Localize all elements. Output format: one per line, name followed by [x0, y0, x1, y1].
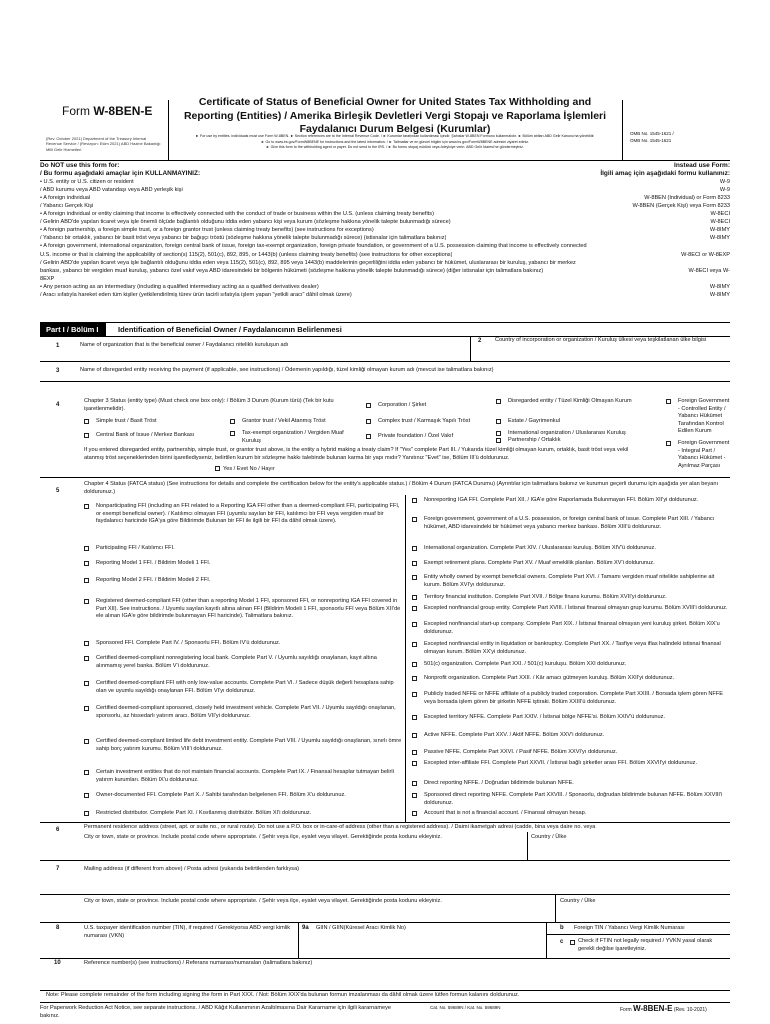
ch3-option-checkbox[interactable] — [366, 403, 371, 408]
ch4-option-checkbox[interactable] — [412, 561, 417, 566]
line-10-number: 10 — [54, 960, 61, 966]
form-title: Certificate of Status of Beneficial Owner for United States Tax Withholding and Reporting (Entities) / Amerika Birleşik Devletleri Vergi Stopajı ve Raporlama İşlemleri Faydalanıcı Durum Belgesi (Kurumlar) — [183, 96, 607, 136]
ch4-option-checkbox[interactable] — [412, 793, 417, 798]
ch4-option-label: 501(c) organization. Complete Part XXI. / 501(c) kuruluşu. Bölüm XXI doldurunuz. — [424, 661, 627, 667]
ch4-option-label: Sponsored direct reporting NFFE. Complete Part XXVIII. / Sponsorlu, doğrudan bildirimde bulunan NFFE. Bölüm XXVIII'i doldurunuz. — [424, 792, 723, 806]
form-instructions: ► For use by entities. Individuals must use Form W-8BEN. ► Section references are to the Internal Revenue Code. / ► Kurumlar tarafından kullanılması içindir. Şahıslar W-8BEN Formunu kullanmalıdır. ► Bölüm atıfları ABD Gelir Kanunu'na yöneliktir. ► Go to www.irs.gov/FormW8BENE for instructions and the latest information. / ► Talimatlar ve en güncel bilgiler için www.irs.gov/FormW8BENE adresini ziyaret ediniz. ► Give this form to the withholding agent or payer. Do not send to the IRS. / ► Bu formu stopaj müdürü veya ödeyiciye verin. ABD Gelir İdaresi'ne göndermeyiniz. — [195, 134, 595, 150]
do-not-use-title-tr: / Bu formu aşağıdaki amaçlar için KULLANMAYINIZ: — [40, 169, 201, 177]
ch4-option-label: Reporting Model 1 FFI. / Bildirim Modeli 1 FFI. — [96, 560, 211, 566]
hybrid-question: If you entered disregarded entity, partnership, simple trust, or grantor trust above, is the entity a hybrid making a treaty claim? If "Yes" complete Part III. / Yukarıda tüzel kimliği olmayan kurum, ortaklık, basit tröst veya vekil atanmış tröst seçeneklerinden birini işaretlediyseniz, belirtilen kurum bir sözleşme hakkı talebinde bulunan karma bir yapı mıdır? Yanıtınız "Evet" ise, Bölüm III'ü doldurunuz. — [84, 447, 629, 461]
line-7-number: 7 — [56, 866, 60, 872]
ch3-option[interactable] — [80, 418, 230, 426]
ch4-option-checkbox[interactable] — [84, 561, 89, 566]
ch4-option[interactable] — [80, 503, 402, 526]
part-1-header — [40, 322, 730, 337]
ch4-option-checkbox[interactable] — [412, 575, 417, 580]
ch3-option-label: Complex trust / Karmaşık Yapılı Tröst — [378, 418, 471, 424]
do-not-use-row — [40, 226, 730, 234]
do-not-use-row-text: 8EXP — [40, 275, 55, 282]
line-9a-number: 9a — [302, 925, 309, 931]
ch4-option-checkbox[interactable] — [84, 546, 89, 551]
ch4-option[interactable] — [80, 810, 402, 818]
ch3-option-checkbox[interactable] — [496, 438, 501, 443]
chapter4-heading: Chapter 4 Status (FATCA status) (See instructions for details and complete the certification below for the entity's applicable status.) / Bölüm 4 Durum (FATCA Durumu) (Ayrıntılar için talimatlara bakınız ve kurumun geçerli durumu için aşağıda yer alan beyanı doldurunuz.) — [84, 481, 719, 495]
ch4-option-checkbox[interactable] — [84, 681, 89, 686]
catalog-number: Cat. No. 59689N / Kat. No. 59689N — [430, 1005, 501, 1010]
instead-use-heading: Instead use Form: İlgili amaç için aşağıdaki formu kullanınız: — [600, 162, 730, 178]
ch3-option[interactable] — [492, 437, 662, 445]
ch3-option[interactable] — [226, 430, 361, 445]
ch4-option-label: Nonparticipating FFI (including an FFI related to a Reporting IGA FFI other than a deemed-compliant FFI, participating FFI, or exempt beneficial owner). / Katılımcı olmayan FFI (uyumlu sayılan bir FFI, katılımcı bir FFI veya vergiden muaf bir faydalanıcı haricinde IGA'ya göre Bildirimde Bulunan bir FFI ile ilgili bir FFI da dâhil olmak üzere). — [96, 503, 400, 525]
do-not-use-row-text: / Aracı sıfatıyla hareket eden tüm kişiler (yetkilendirilmiş türev ürün tacirli sıfatıyla işlem yapan "yetkili aracı" dâhil olmak üzere) — [40, 292, 352, 299]
do-not-use-row — [40, 283, 730, 291]
do-not-use-row-text: bankası, yabancı bir vergiden muaf kuruluş, yabancı özel vakıf veya ABD idaresindeki bir bölgenin hükümeti (sözleşme hakkına yönelik talepte bulunmadığı sürece) (diğer istisnalar için talimatlara bakınız) — [40, 267, 544, 274]
form-name: Form W-8BEN-E — [62, 104, 153, 118]
do-not-use-row-form — [726, 259, 730, 267]
ch4-option-label: Entity wholly owned by exempt beneficial owners. Complete Part XVI. / Tamamı vergiden muaf nitelikte sahiplerine ait kurum. Bölüm XVI'yı doldurunuz. — [424, 574, 715, 588]
ch4-option-checkbox[interactable] — [84, 739, 89, 744]
ch4-option-label: Excepted nonfinancial start-up company. Complete Part XIX. / İstisnai finansal olmayan yeni kuruluş şirket. Bölüm XIX'u doldurunuz. — [424, 621, 720, 635]
line-5-number: 5 — [56, 488, 60, 494]
ch4-option-checkbox[interactable] — [84, 599, 89, 604]
footer-note: Note: Please complete remainder of the form including signing the form in Part XXX. / Not: Bölüm XXX'da bulunan formun imzalanması da dâhil olmak üzere lütfen formun kalanını doldurunuz. — [46, 992, 520, 998]
ch4-option-label: Direct reporting NFFE. / Doğrudan bildirimde bulunan NFFE. — [424, 780, 574, 786]
ch4-option[interactable] — [80, 769, 402, 784]
do-not-use-row-form: W-8BEN (Individual) or Form 8233 — [644, 194, 730, 201]
form-header — [40, 96, 730, 161]
ch4-option-checkbox[interactable] — [412, 781, 417, 786]
do-not-use-row — [40, 178, 730, 186]
do-not-use-row — [40, 251, 730, 259]
line-6-country-field[interactable]: Country / Ülke — [531, 834, 567, 840]
do-not-use-row-text: • A foreign individual — [40, 194, 91, 201]
ch4-option-label: Excepted nonfinancial group entity. Complete Part XVIII. / İstisnai finansal olmayan grup kurumu. Bölüm XVIII'i doldurunuz. — [424, 605, 728, 611]
do-not-use-row-form: W-8ECI veya W- — [688, 267, 730, 274]
ch4-option-label: Nonprofit organization. Complete Part XXII. / Kâr amacı gütmeyen kuruluş. Bölüm XXII'yi doldurunuz. — [424, 675, 675, 681]
ch3-option[interactable] — [362, 433, 492, 441]
ch4-option-label: Passive NFFE. Complete Part XXVI. / Pasif NFFE. Bölüm XXVI'yı doldurunuz. — [424, 749, 618, 755]
ch4-option[interactable] — [408, 749, 730, 757]
ch4-option-label: Participating FFI / Katılımcı FFI. — [96, 545, 175, 551]
ch4-option-label: Certain investment entities that do not maintain financial accounts. Complete Part IX. / Finansal hesaplar tutmayan belirli yatırım kurumları. Bölüm IX'u doldurunuz. — [96, 769, 394, 783]
ch4-option-label: Exempt retirement plans. Complete Part XV. / Muaf emeklilik planları. Bölüm XV'i doldurunuz. — [424, 560, 655, 566]
ch3-option-checkbox[interactable] — [666, 441, 671, 446]
do-not-use-row-text: • A foreign individual or entity claiming that income is effectively connected with the conduct of trade or business within the U.S. (unless claiming treaty benefits) — [40, 211, 434, 218]
ch4-option-checkbox[interactable] — [412, 606, 417, 611]
do-not-use-row-form: W-8ECI or W-8EXP — [681, 251, 730, 258]
do-not-use-row-form: W-9 — [719, 186, 730, 193]
line-9c-label: Check if FTIN not legally required / YVKN yasal olarak gerekli değilse işaretleyiniz. — [578, 938, 713, 952]
do-not-use-row-text: / Yabancı bir ortaklık, yabancı bir basit tröst veya yabancı bir bağışçı tröstü (sözleşme hakkına yönelik talepte bulunmadığı sürece) (istisnalar için talimatlara bakınız) — [40, 235, 447, 242]
footer-form-name: Form W-8BEN-E (Rev. 10-2021) — [620, 1004, 707, 1013]
ch3-option-checkbox[interactable] — [366, 419, 371, 424]
ch3-option-checkbox[interactable] — [84, 433, 89, 438]
ch4-option[interactable] — [80, 560, 402, 568]
ch4-option-checkbox[interactable] — [412, 622, 417, 627]
line-6-city-field[interactable]: City or town, state or province. Include postal code where appropriate. / Şehir veya ilçe, eyalet veya vilayet. Gerektiğinde posta kodunu ekleyiniz. — [84, 834, 442, 840]
ch3-option-label: Simple trust / Basit Tröst — [96, 418, 157, 424]
do-not-use-row-form: W-8IMY — [709, 292, 730, 299]
do-not-use-row — [40, 267, 730, 275]
ch4-option-checkbox[interactable] — [412, 750, 417, 755]
ch3-option-label: Central Bank of Issue / Merkez Bankası — [96, 432, 195, 438]
do-not-use-row-form: W-8IMY — [709, 235, 730, 242]
part-1-tag: Part I / Bölüm I — [40, 323, 106, 336]
do-not-use-row-form — [726, 275, 730, 283]
ch3-option[interactable] — [492, 418, 662, 426]
ch4-option-checkbox[interactable] — [412, 517, 417, 522]
part-1-title: Identification of Beneficial Owner / Faydalanıcının Belirlenmesi — [118, 325, 342, 334]
do-not-use-row-form: W-8ECI — [710, 219, 730, 226]
ch4-option[interactable] — [408, 810, 730, 818]
ch4-option[interactable] — [408, 792, 730, 807]
ch3-option-checkbox[interactable] — [366, 434, 371, 439]
form-revision: (Rev. October 2021) Department of the Treasury Internal Revenue Service / (Revizyon: Ekim 2021) ABD Hazine Bakanlığı Milli Gelir Hizmetleri — [46, 136, 161, 152]
ch3-option[interactable] — [362, 402, 492, 410]
ch3-option[interactable] — [80, 432, 230, 440]
line-2-country-field[interactable]: Country of incorporation or organization / Kuruluş ülkesi veya teşkilatlanan ülke bilgisi — [495, 337, 707, 343]
line-6-number: 6 — [56, 827, 60, 833]
ch4-option[interactable] — [80, 545, 402, 553]
ch4-option-label: Excepted territory NFFE. Complete Part XXIV. / İstisnai bölge NFFE'si. Bölüm XXIV'ü doldurunuz. — [424, 714, 666, 720]
ch4-option-checkbox[interactable] — [412, 692, 417, 697]
ch4-option-checkbox[interactable] — [412, 662, 417, 667]
ch4-option[interactable] — [80, 640, 402, 648]
line-2-number: 2 — [478, 338, 482, 344]
do-not-use-row — [40, 275, 730, 283]
ch4-option-checkbox[interactable] — [412, 546, 417, 551]
ch4-option-label: Territory financial institution. Complete Part XVII. / Bölge finans kurumu. Bölüm XVII'yi doldurunuz. — [424, 594, 667, 600]
ch3-option-label: Foreign Government - Controlled Entity / Yabancı Hükümet Tarafından Kontrol Edilen Kurum — [678, 398, 730, 435]
ch4-option-checkbox[interactable] — [412, 676, 417, 681]
do-not-use-row-text: / Yabancı Gerçek Kişi — [40, 202, 94, 209]
ch4-option-label: Foreign government, government of a U.S. possession, or foreign central bank of issue. Complete Part XIII. / Yabancı hükümet, ABD idaresindeki bir hükümet veya yabancı merkez bankası. Bölüm XIII'ü doldurunuz. — [424, 516, 715, 530]
ch4-option-label: Sponsored FFI. Complete Part IV. / Sponsorlu FFI. Bölüm IV'ü doldurunuz. — [96, 640, 281, 646]
ch4-option-label: Account that is not a financial account. / Finansal olmayan hesap. — [424, 810, 587, 816]
do-not-use-row — [40, 259, 730, 267]
ch4-option-checkbox[interactable] — [84, 656, 89, 661]
ch4-option[interactable] — [408, 661, 730, 669]
chapter3-heading: Chapter 3 Status (entity type) (Must check one box only): / Bölüm 3 Durum (Kurum türü) (Tek bir kutu işaretlenmelidir). — [84, 398, 334, 412]
ch4-option[interactable] — [80, 738, 402, 753]
ch4-option-checkbox[interactable] — [84, 706, 89, 711]
ch4-option-label: Reporting Model 2 FFI. / Bildirim Modeli 2 FFI. — [96, 577, 211, 583]
ch3-option-label: Grantor trust / Vekil Atanmış Tröst — [242, 418, 326, 424]
line-9a-giin-field[interactable]: GIIN / GIIN(Küresel Aracı Kimlik No) — [316, 925, 406, 931]
line-10-reference-field[interactable]: Reference number(s) (see instructions) / Referans numarası/numaraları (talimatlara bakınız) — [84, 960, 313, 966]
ch4-option[interactable] — [408, 516, 730, 531]
ch4-option-checkbox[interactable] — [84, 504, 89, 509]
ch4-option-checkbox[interactable] — [412, 761, 417, 766]
line-7-city-field[interactable]: City or town, state or province. Include postal code where appropriate. / Şehir veya ilçe, eyalet veya vilayet. Gerektiğinde posta kodunu ekleyiniz. — [84, 898, 442, 904]
ch4-option-label: Publicly traded NFFE or NFFE affiliate of a publicly traded corporation. Complete Part XXIII. / Borsada işlem gören NFFE veya borsada işlem gören bir şirketin NFFE iştiraki. Bölüm XXIII'ü doldurunuz. — [424, 691, 723, 705]
ch4-option-checkbox[interactable] — [84, 811, 89, 816]
do-not-use-row — [40, 202, 730, 210]
ch4-option-label: Excepted inter-affiliate FFI. Complete Part XXVII. / İstisnai bağlı şirketler arası FFI. Bölüm XXVII'yi doldurunuz. — [424, 760, 697, 766]
ch4-option-checkbox[interactable] — [412, 642, 417, 647]
ch3-option-checkbox[interactable] — [496, 419, 501, 424]
do-not-use-row-text: • A foreign partnership, a foreign simple trust, or a foreign grantor trust (unless claiming treaty benefits) (see instructions for exceptions) — [40, 227, 374, 234]
ch4-option-label: Owner-documented FFI. Complete Part X. / Sahibi tarafından belgelenen FFI. Bölüm X'u doldurunuz. — [96, 792, 346, 798]
do-not-use-row-text: • A foreign government, international organization, foreign central bank of issue, foreign tax-exempt organization, foreign private foundation, or government of a U.S. possession claiming that income is effectively connected — [40, 243, 587, 250]
ch3-option[interactable] — [362, 418, 497, 426]
do-not-use-row — [40, 210, 730, 218]
ch4-option[interactable] — [80, 598, 402, 621]
line-9b-ftin-field[interactable]: Foreign TIN / Yabancı Vergi Kimlik Numarası — [574, 925, 685, 931]
do-not-use-section — [40, 162, 730, 299]
ch4-option-checkbox[interactable] — [412, 498, 417, 503]
paperwork-notice: For Paperwork Reduction Act Notice, see separate instructions. / ABD Kâğıt Kullanımının Azaltılmasına Dair Kararname için ilgili kararnameye bakınız. — [40, 1005, 392, 1019]
do-not-use-row-form — [726, 242, 730, 250]
ch4-option[interactable] — [408, 545, 730, 553]
ch3-option-checkbox[interactable] — [84, 419, 89, 424]
do-not-use-row — [40, 194, 730, 202]
ch4-option-label: Active NFFE. Complete Part XXV. / Aktif NFFE. Bölüm XXV'i doldurunuz. — [424, 732, 605, 738]
ch4-option[interactable] — [408, 574, 730, 589]
ch4-option[interactable] — [408, 714, 730, 722]
ch4-option-checkbox[interactable] — [84, 793, 89, 798]
ch4-option-label: Nonreporting IGA FFI. Complete Part XII. / IGA'e göre Raporlamada Bulunmayan FFI. Bölüm XII'yi doldurunuz. — [424, 497, 699, 503]
line-7-country-field[interactable]: Country / Ülke — [560, 898, 596, 904]
line-9b-number: b — [560, 925, 564, 931]
ch4-option-checkbox[interactable] — [84, 641, 89, 646]
do-not-use-row-text: • U.S. entity or U.S. citizen or resident — [40, 178, 134, 185]
ch3-option-checkbox[interactable] — [496, 431, 501, 436]
ch4-option[interactable] — [80, 680, 402, 695]
do-not-use-row-form: W-8BEN (Gerçek Kişi) veya Form 8233 — [632, 202, 730, 209]
ch3-option-checkbox[interactable] — [230, 419, 235, 424]
do-not-use-row-form: W-8IMY — [709, 227, 730, 234]
ftin-not-required-checkbox[interactable] — [570, 940, 575, 945]
ch4-option-label: Certified deemed-compliant limited life debt investment entity. Complete Part VIII. / Uyumlu sayıldığı onaylanan, sınırlı ömre sahip borç yatırım kurumu. Bölüm VIII'i doldurunuz. — [96, 738, 402, 752]
line-4-number: 4 — [56, 402, 60, 408]
ch4-option-checkbox[interactable] — [412, 733, 417, 738]
line-3-field[interactable]: Name of disregarded entity receiving the payment (if applicable, see instructions) / Ödemenin yapıldığı, tüzel kimliği olmayan kurum adı (mevcut ise talimatlara bakınız) — [80, 367, 494, 373]
ch4-option[interactable] — [408, 605, 730, 613]
ch4-option[interactable] — [80, 792, 402, 800]
ch3-option-checkbox[interactable] — [496, 399, 501, 404]
line-7-mailing-field[interactable]: Mailing address (if different from above) / Posta adresi (yukarıda belirtilenden farklıysa) — [84, 866, 300, 872]
do-not-use-row — [40, 186, 730, 194]
ch3-option-label: Partnership / Ortaklık — [508, 437, 561, 443]
omb-number: OMB No. 1545-1621 / OMB No. 1545-1621 — [630, 131, 674, 144]
do-not-use-row-form: W-8IMY — [709, 284, 730, 291]
ch4-option-label: Excepted nonfinancial entity in liquidation or bankruptcy. Complete Part XX. / Tasfiye veya iflas halindeki istisnai finansal olmayan kurum. Bölüm XX'yi doldurunuz. — [424, 641, 721, 655]
ch4-option[interactable] — [408, 675, 730, 683]
ch3-option-checkbox[interactable] — [230, 431, 235, 436]
do-not-use-row-text: • Any person acting as an intermediary (including a qualified intermediary acting as a qualified derivatives dealer) — [40, 284, 319, 291]
ch4-option-label: Certified deemed-compliant FFI with only low-value accounts. Complete Part VI. / Sadece düşük değerli hesaplara sahip olan ve uyumlu sayıldığı onaylanan FFI. Bölüm VI'yı doldurunuz. — [96, 680, 394, 694]
ch4-option-label: Registered deemed-compliant FFI (other than a reporting Model 1 FFI, sponsored FFI, or nonreporting IGA FFI covered in Part XII). See instructions. / Uyumlu sayılan kayıtlı altına alınan FFI (Bildirim Modeli 1 FFI, sponsorlu FFI veya Bölüm XII'de ele alınan IGA'e göre bildirimde bulunmayan FFI haricinde). Talimatlara bakınız. — [96, 598, 401, 620]
line-9c-number: c — [560, 939, 564, 945]
ch4-option-label: Certified deemed-compliant sponsored, closely held investment vehicle. Complete Part VII. / Uyumlu sayıldığı onaylanan, sponsorlu, az hissedarlı yatırım aracı. Bölüm VII'yi doldurunuz. — [96, 705, 396, 719]
ch3-option-label: Private foundation / Özel Vakıf — [378, 433, 454, 439]
ch4-option[interactable] — [408, 780, 730, 788]
ch3-option-label: International organization / Uluslararası Kuruluş — [508, 430, 626, 436]
line-6-address-field[interactable]: Permanent residence address (street, apt. or suite no., or rural route). Do not use a P.O. box or in-care-of address (other than a registered address). / Daimi ikametgah adresi (cadde, bina veya daire no. veya — [84, 824, 596, 830]
do-not-use-row-text: / Gelirin ABD'de yapılan ticaret veya işle bağlantılı olduğunu iddia eden veya 115(2), 501(c), 892, 895 veya 1443(b) maddelerinin geçerliliğini iddia eden yabancı bir hükümet, uluslararası bir kuruluş, yabancı bir merkez — [40, 259, 576, 266]
ch4-option-label: Certified deemed-compliant nonregistering local bank. Complete Part V. / Uyumlu sayıldığı onaylanan, kayıt altına alınmamış yerel banka. Bölüm V'i doldurunuz. — [96, 655, 377, 669]
ch4-option[interactable] — [408, 691, 730, 706]
ch3-option[interactable] — [492, 398, 662, 406]
ch4-option[interactable] — [80, 705, 402, 720]
ch4-option[interactable] — [408, 732, 730, 740]
line-1-number: 1 — [56, 343, 60, 349]
ch4-option[interactable] — [408, 641, 730, 656]
ch4-option-label: Restricted distributor. Complete Part XI. / Kısıtlanmış distribütör. Bölüm XI'i doldurunuz. — [96, 810, 312, 816]
do-not-use-row — [40, 291, 730, 299]
ch4-option-checkbox[interactable] — [412, 595, 417, 600]
ch4-option-checkbox[interactable] — [412, 715, 417, 720]
ch3-option-label: Corporation / Şirket — [378, 402, 427, 408]
line-3-number: 3 — [56, 368, 60, 374]
do-not-use-title: Do NOT use this form for: — [40, 162, 120, 169]
ch3-option[interactable] — [662, 440, 730, 470]
ch4-option-checkbox[interactable] — [412, 811, 417, 816]
do-not-use-row-form: W-8ECI — [710, 211, 730, 218]
line-8-number: 8 — [56, 925, 60, 931]
ch3-option[interactable] — [226, 418, 361, 426]
ch4-option[interactable] — [408, 594, 730, 602]
do-not-use-row — [40, 234, 730, 242]
ch3-option-label: Tax-exempt organization / Vergiden Muaf Kuruluş — [242, 430, 344, 444]
hybrid-yes-no: Yes / Evet No / Hayır — [215, 466, 275, 474]
ch4-option[interactable] — [80, 655, 402, 670]
line-8-tin-field[interactable]: U.S. taxpayer identification number (TIN), if required / Gerekiyorsa ABD vergi kimlik numarası (VKN) — [84, 925, 291, 939]
ch3-option-label: Disregarded entity / Tüzel Kimliği Olmayan Kurum — [508, 398, 632, 404]
do-not-use-row-text: / Gelirin ABD'de yapılan ticaret veya işle önemli ölçüde bağlantılı olduğunu iddia eden yabancı kişi veya kurum (sözleşme hakkına yönelik talepte bulunmadığı sürece) — [40, 219, 451, 226]
ch4-option-checkbox[interactable] — [84, 770, 89, 775]
ch4-option[interactable] — [408, 760, 730, 768]
ch4-option-checkbox[interactable] — [84, 578, 89, 583]
ch4-option[interactable] — [408, 560, 730, 568]
ch4-option[interactable] — [408, 621, 730, 636]
ch3-option[interactable] — [662, 398, 730, 436]
do-not-use-row-text: U.S. income or that is claiming the applicability of section(s) 115(2), 501(c), 892, 895, or 1443(b) (unless claiming treaty benefits) (see instructions for other exceptions) — [40, 251, 453, 258]
hybrid-yes-checkbox[interactable] — [215, 466, 220, 471]
do-not-use-row-form: W-9 — [719, 178, 730, 185]
ch3-option-label: Foreign Government - Integral Part / Yabancı Hükümet - Ayrılmaz Parçası — [678, 440, 730, 469]
ch3-option-checkbox[interactable] — [666, 399, 671, 404]
do-not-use-row-text: / ABD kurumu veya ABD vatandaşı veya ABD yerleşik kişi — [40, 186, 183, 193]
line-1-name-field[interactable]: Name of organization that is the beneficial owner / Faydalanıcı niteliklı kuruluşun adı — [80, 342, 289, 348]
ch4-option-label: International organization. Complete Part XIV. / Uluslararası kuruluş. Bölüm XIV'ü doldurunuz. — [424, 545, 656, 551]
ch4-option[interactable] — [80, 577, 402, 585]
do-not-use-row — [40, 242, 730, 250]
do-not-use-row — [40, 218, 730, 226]
ch3-option-label: Estate / Gayrimenkul — [508, 418, 560, 424]
ch4-option[interactable] — [408, 497, 730, 505]
